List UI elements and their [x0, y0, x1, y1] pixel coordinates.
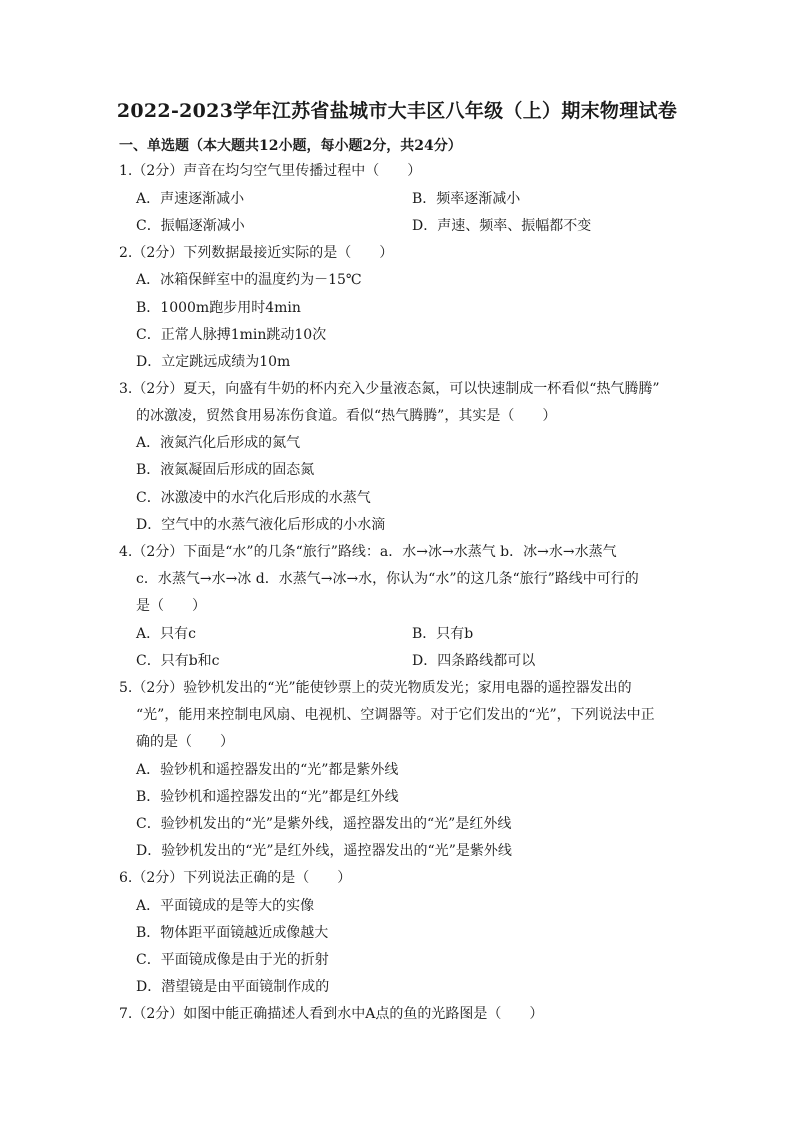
question-3-line-2: 的冰激凌，贸然食用易冻伤食道。看似“热气腾腾”，其实是（ ） — [136, 408, 557, 424]
q5-option-b: B．验钞机和遥控器发出的“光”都是红外线 — [136, 789, 399, 805]
question-5-line-3: 确的是（ ） — [136, 734, 234, 750]
q6-option-a: A．平面镜成的是等大的实像 — [136, 898, 315, 914]
question-7: 7.（2分）如图中能正确描述人看到水中A点的鱼的光路图是（ ） — [119, 1006, 544, 1022]
q1-option-c: C．振幅逐渐减小 — [136, 218, 245, 234]
q3-option-b: B．液氮凝固后形成的固态氮 — [136, 462, 315, 478]
question-1: 1.（2分）声音在均匀空气里传播过程中（ ） — [119, 163, 422, 179]
q4-option-a: A．只有c — [136, 626, 196, 642]
question-5-line-1: 5.（2分）验钞机发出的“光”能使钞票上的荧光物质发光；家用电器的遥控器发出的 — [119, 680, 632, 696]
q2-option-b: B．1000m跑步用时4min — [136, 300, 301, 316]
q2-option-c: C．正常人脉搏1min跳动10次 — [136, 327, 327, 343]
section-heading: 一、单选题（本大题共12小题，每小题2分，共24分） — [119, 138, 462, 154]
q1-option-d: D．声速、频率、振幅都不变 — [412, 218, 592, 234]
question-3-line-1: 3.（2分）夏天，向盛有牛奶的杯内充入少量液态氮，可以快速制成一杯看似“热气腾腾” — [119, 381, 660, 397]
q4-option-b: B．只有b — [412, 626, 474, 642]
q3-option-d: D．空气中的水蒸气液化后形成的小水滴 — [136, 517, 386, 533]
q5-option-d: D．验钞机发出的“光”是红外线，遥控器发出的“光”是紫外线 — [136, 843, 512, 859]
question-4-line-3: 是（ ） — [136, 598, 206, 614]
page-title: 2022-2023学年江苏省盐城市大丰区八年级（上）期末物理试卷 — [116, 100, 678, 122]
q5-option-c: C．验钞机发出的“光”是紫外线，遥控器发出的“光”是红外线 — [136, 816, 512, 832]
q4-option-c: C．只有b和c — [136, 653, 220, 669]
q3-option-a: A．液氮汽化后形成的氮气 — [136, 435, 301, 451]
q2-option-d: D．立定跳远成绩为10m — [136, 354, 291, 370]
q3-option-c: C．冰激凌中的水汽化后形成的水蒸气 — [136, 490, 371, 506]
q2-option-a: A．冰箱保鲜室中的温度约为－15℃ — [136, 272, 362, 288]
question-4-line-1: 4.（2分）下面是“水”的几条“旅行”路线：a．水→冰→水蒸气 b．冰→水→水蒸气 — [119, 544, 617, 560]
q6-option-d: D．潜望镜是由平面镜制作成的 — [136, 979, 330, 995]
q6-option-b: B．物体距平面镜越近成像越大 — [136, 925, 329, 941]
question-4-line-2: c．水蒸气→水→冰 d．水蒸气→冰→水，你认为“水”的这几条“旅行”路线中可行的 — [136, 571, 639, 587]
q1-option-a: A．声速逐渐减小 — [136, 191, 245, 207]
question-2: 2.（2分）下列数据最接近实际的是（ ） — [119, 245, 394, 261]
q5-option-a: A．验钞机和遥控器发出的“光”都是紫外线 — [136, 762, 399, 778]
q6-option-c: C．平面镜成像是由于光的折射 — [136, 952, 329, 968]
question-6: 6.（2分）下列说法正确的是（ ） — [119, 870, 352, 886]
question-5-line-2: “光”，能用来控制电风扇、电视机、空调器等。对于它们发出的“光”，下列说法中正 — [136, 707, 655, 723]
q1-option-b: B．频率逐渐减小 — [412, 191, 521, 207]
q4-option-d: D．四条路线都可以 — [412, 653, 536, 669]
